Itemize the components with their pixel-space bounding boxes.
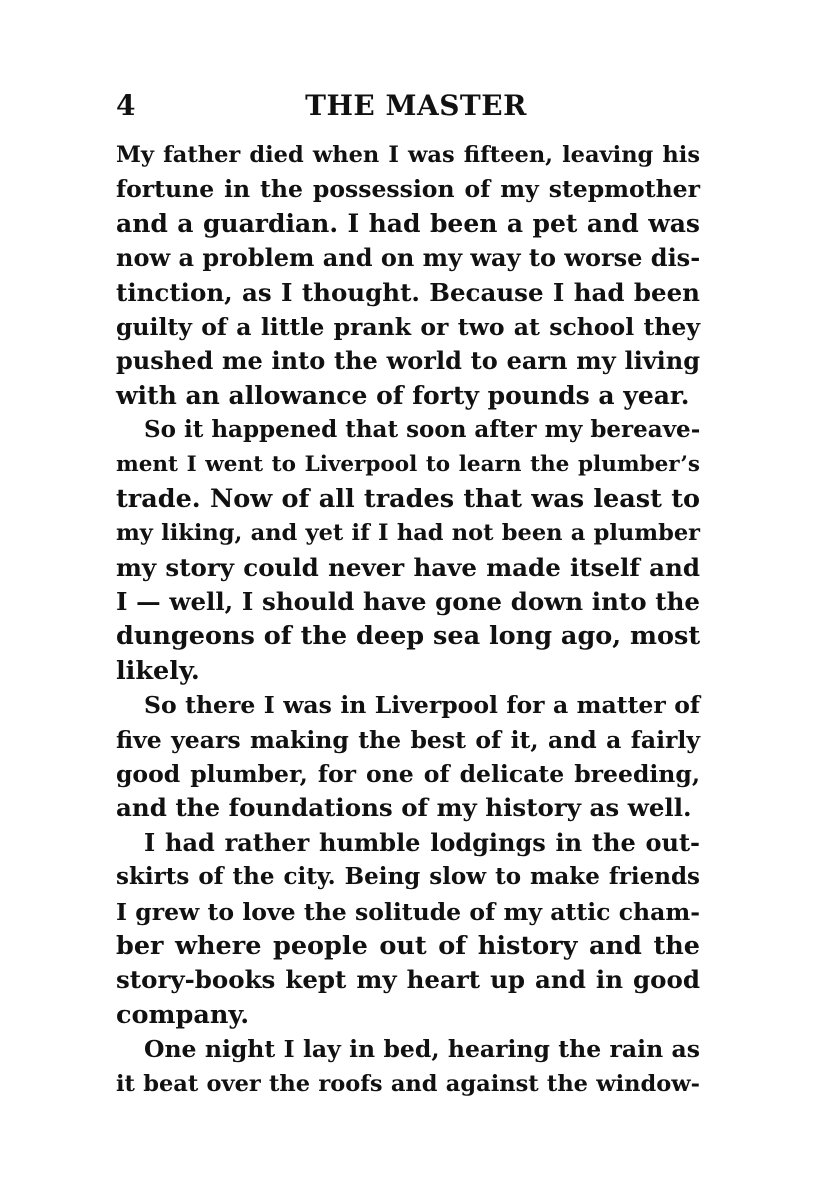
text-line: My father died when I was fifteen, leaving his: [116, 142, 700, 168]
text-line: trade. Now of all trades that was least to: [116, 483, 700, 514]
page-header: [116, 84, 700, 128]
text-line: now a problem and on my way to worse dis-: [116, 243, 701, 273]
text-line: I grew to love the solitude of my attic cham-: [116, 897, 700, 926]
text-line: So there I was in Liverpool for a matter of: [144, 691, 700, 720]
text-line: my story could never have made itself and: [116, 552, 700, 582]
text-line: and the foundations of my history as well.: [116, 793, 692, 823]
text-line: my liking, and yet if I had not been a plumber: [116, 520, 700, 547]
text-line: company.: [116, 999, 250, 1030]
body-text: [116, 138, 700, 1101]
text-line: ment I went to Liverpool to learn the plumber’s: [116, 451, 700, 477]
text-line: it beat over the roofs and against the window-: [116, 1070, 700, 1097]
text-line: good plumber, for one of delicate breeding,: [116, 760, 700, 789]
text-line: with an allowance of forty pounds a year.: [116, 380, 690, 410]
text-line: five years making the best of it, and a fairly: [116, 725, 700, 754]
text-line: ber where people out of history and the: [116, 930, 700, 961]
text-line: fortune in the possession of my stepmother: [116, 175, 700, 204]
text-line: likely.: [116, 655, 200, 686]
text-line: I — well, I should have gone down into the: [116, 587, 700, 617]
text-line: dungeons of the deep sea long ago, most: [116, 621, 701, 652]
running-title: THE MASTER: [305, 89, 527, 122]
text-line: skirts of the city. Being slow to make friends: [116, 863, 700, 891]
text-line: pushed me into the world to earn my living: [116, 346, 700, 376]
text-line: and a guardian. I had been a pet and was: [116, 208, 700, 238]
text-line: tinction, as I thought. Because I had been: [116, 277, 700, 307]
text-line: guilty of a little prank or two at school they: [116, 312, 700, 341]
text-line: story-books kept my heart up and in good: [116, 965, 700, 995]
text-line: I had rather humble lodgings in the out-: [144, 827, 700, 857]
page-number: 4: [116, 89, 136, 122]
text-line: One night I lay in bed, hearing the rain as: [144, 1035, 700, 1064]
text-line: So it happened that soon after my bereave-: [144, 416, 701, 444]
